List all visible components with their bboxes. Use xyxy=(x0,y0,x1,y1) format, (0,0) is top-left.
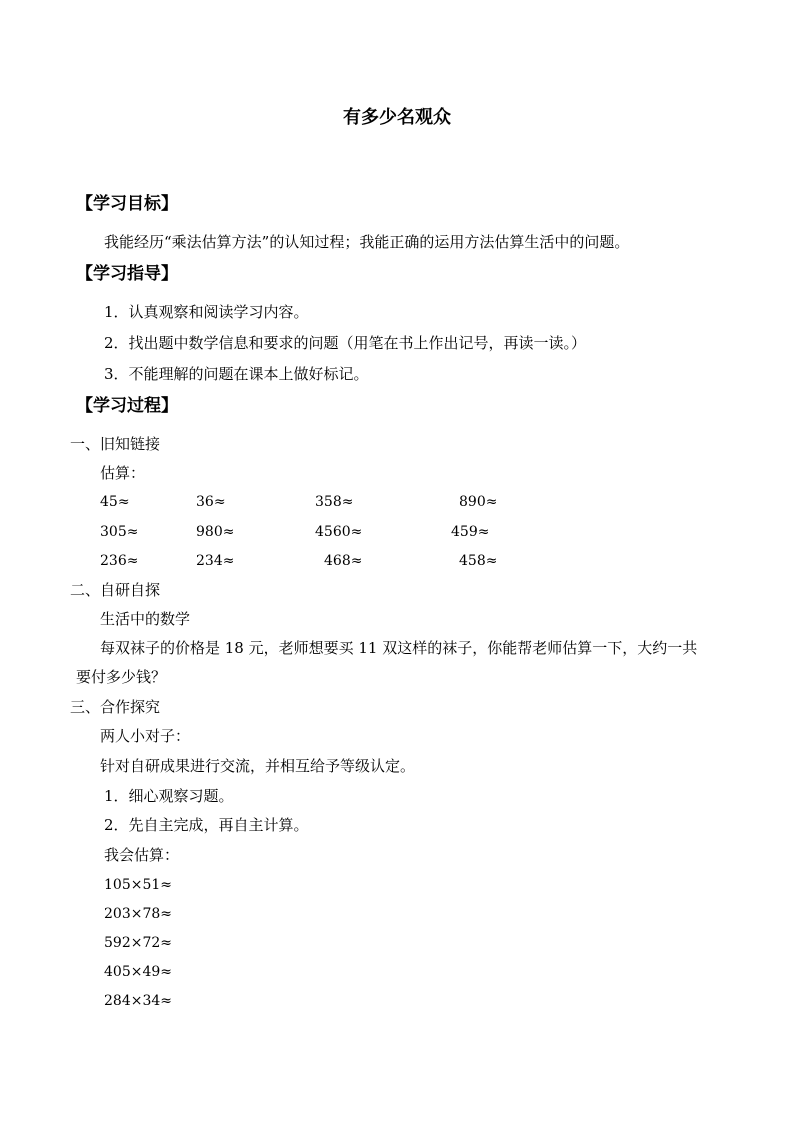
grid-cell: 305≈ xyxy=(100,524,139,540)
estimate-item: 203×78≈ xyxy=(104,906,172,922)
grid-cell: 980≈ xyxy=(196,524,235,540)
part1-label: 估算： xyxy=(100,464,146,482)
grid-cell: 468≈ xyxy=(324,553,363,569)
process-heading: 【学习过程】 xyxy=(76,396,178,416)
part3-line2: 针对自研成果进行交流，并相互给予等级认定。 xyxy=(100,757,416,775)
grid-cell: 458≈ xyxy=(459,553,498,569)
part3-label: 我会估算： xyxy=(104,846,180,864)
estimate-item: 105×51≈ xyxy=(104,877,172,893)
guide-heading: 【学习指导】 xyxy=(76,264,178,284)
grid-cell: 358≈ xyxy=(315,494,354,510)
grid-cell: 36≈ xyxy=(196,494,226,510)
grid-cell: 45≈ xyxy=(100,494,130,510)
part1-title: 一、旧知链接 xyxy=(70,435,161,453)
part2-problem-line1: 每双袜子的价格是 18 元，老师想要买 11 双这样的袜子，你能帮老师估算一下，大约一共 xyxy=(100,639,698,657)
part3-title: 三、合作探究 xyxy=(70,698,161,716)
estimate-item: 592×72≈ xyxy=(104,935,172,951)
grid-cell: 459≈ xyxy=(451,524,490,540)
guide-item-2: 2．找出题中数学信息和要求的问题（用笔在书上作出记号，再读一读。） xyxy=(104,334,587,352)
goals-text: 我能经历“乘法估算方法”的认知过程；我能正确的运用方法估算生活中的问题。 xyxy=(104,233,630,251)
grid-cell: 890≈ xyxy=(459,494,498,510)
part3-step1: 1．细心观察习题。 xyxy=(104,787,234,805)
estimate-item: 284×34≈ xyxy=(104,993,172,1009)
part2-problem-line2: 要付多少钱？ xyxy=(76,668,167,686)
guide-item-1: 1．认真观察和阅读学习内容。 xyxy=(104,303,309,321)
part2-title: 二、自研自探 xyxy=(70,581,161,599)
grid-cell: 234≈ xyxy=(196,553,235,569)
goals-heading: 【学习目标】 xyxy=(76,194,178,214)
part2-subtitle: 生活中的数学 xyxy=(100,610,191,628)
grid-cell: 236≈ xyxy=(100,553,139,569)
grid-cell: 4560≈ xyxy=(315,524,363,540)
guide-item-3: 3．不能理解的问题在课本上做好标记。 xyxy=(104,365,369,383)
part3-step2: 2．先自主完成，再自主计算。 xyxy=(104,816,309,834)
estimate-item: 405×49≈ xyxy=(104,964,172,980)
page-title: 有多少名观众 xyxy=(343,107,451,128)
part3-line1: 两人小对子： xyxy=(100,727,191,745)
